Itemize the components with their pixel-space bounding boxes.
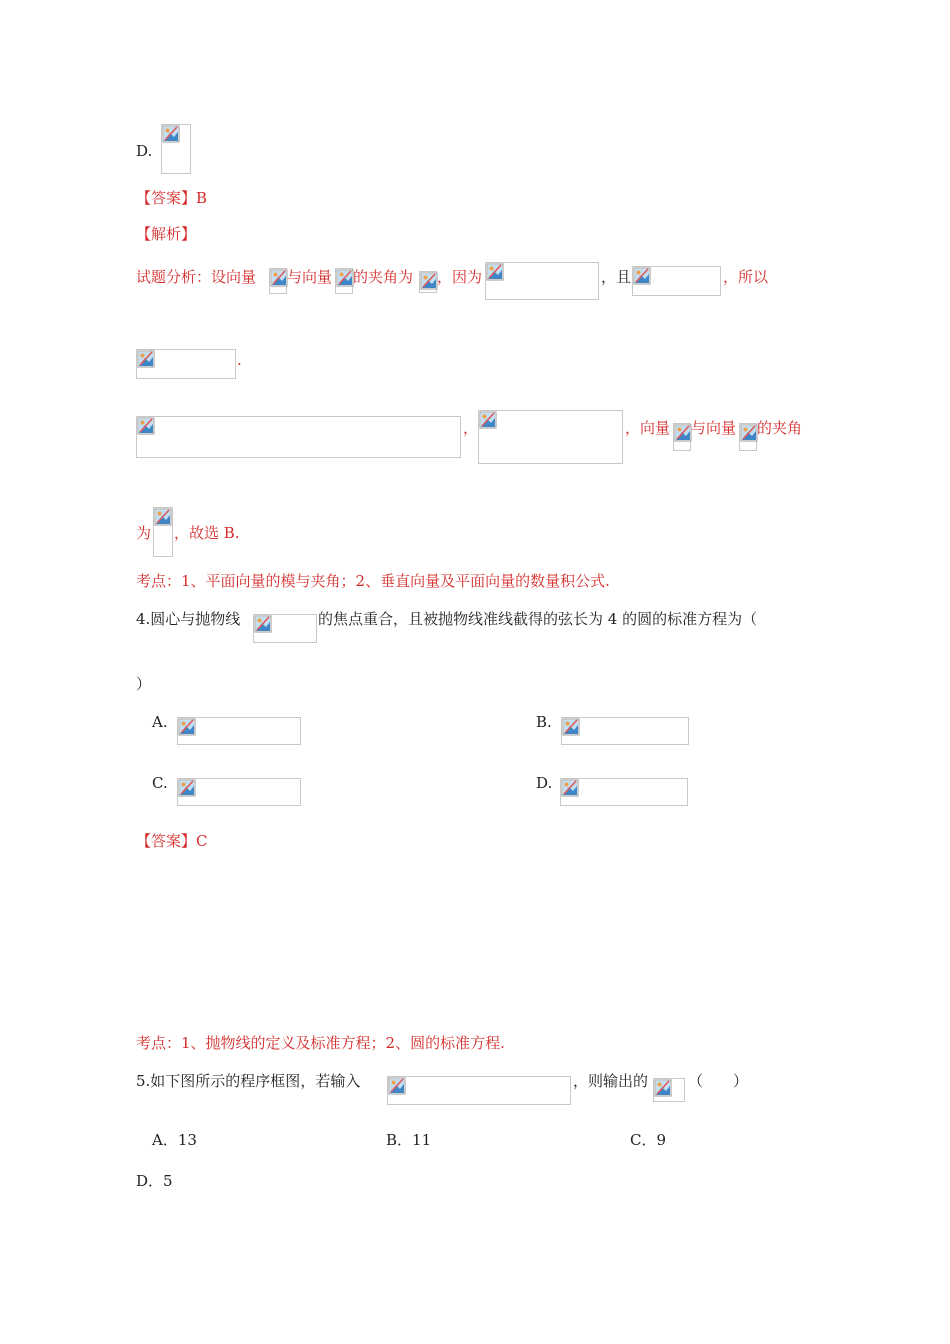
analysis-text: ，故选 B. — [174, 524, 240, 542]
analysis-text: . — [237, 351, 242, 369]
analysis-text: 的夹角 — [757, 419, 803, 437]
image-placeholder — [739, 423, 757, 451]
analysis-title: 【解析】 — [136, 225, 197, 243]
option-b-label: B. — [536, 713, 552, 731]
analysis-text: ，所以 — [723, 268, 769, 286]
broken-image-icon — [479, 411, 497, 429]
broken-image-icon — [137, 350, 155, 368]
broken-image-icon — [654, 1079, 672, 1097]
answer-label: 【答案】B — [136, 189, 208, 207]
image-placeholder — [419, 271, 437, 293]
image-placeholder — [387, 1076, 571, 1105]
option-c-label: C．9 — [630, 1131, 667, 1149]
broken-image-icon — [154, 508, 172, 526]
image-placeholder — [161, 124, 191, 174]
analysis-text: ，因为 — [437, 268, 483, 286]
analysis-text: 与向量 — [287, 268, 333, 286]
question-stem: （ ） — [688, 1072, 749, 1090]
option-c-label: C. — [152, 774, 168, 792]
broken-image-icon — [674, 424, 692, 442]
image-placeholder — [136, 349, 236, 379]
kaodian-text: 考点：1、平面向量的模与夹角；2、垂直向量及平面向量的数量积公式. — [136, 572, 610, 590]
broken-image-icon — [388, 1077, 406, 1095]
question-stem: 5.如下图所示的程序框图，若输入 — [136, 1072, 361, 1090]
option-d-label: D．5 — [136, 1172, 173, 1190]
analysis-text: 与向量 — [691, 419, 737, 437]
question-stem: ，则输出的 — [573, 1072, 649, 1090]
image-placeholder — [560, 778, 688, 806]
option-d-label: D. — [136, 142, 153, 160]
broken-image-icon — [562, 718, 580, 736]
image-placeholder — [136, 416, 461, 458]
broken-image-icon — [178, 779, 196, 797]
image-placeholder — [269, 268, 287, 294]
broken-image-icon — [336, 269, 354, 287]
analysis-text: 的夹角为 — [353, 268, 414, 286]
image-placeholder — [485, 262, 599, 300]
analysis-text: 试题分析：设向量 — [136, 268, 257, 286]
broken-image-icon — [740, 424, 758, 442]
option-a-label: A．13 — [152, 1131, 197, 1149]
image-placeholder — [478, 410, 623, 464]
question-stem: 4.圆心与抛物线 — [136, 610, 241, 628]
broken-image-icon — [178, 718, 196, 736]
image-placeholder — [561, 717, 689, 745]
image-placeholder — [253, 614, 317, 643]
question-stem: 的焦点重合，且被抛物线准线截得的弦长为 4 的圆的标准方程为（ — [318, 610, 758, 628]
image-placeholder — [177, 717, 301, 745]
option-a-label: A. — [152, 713, 168, 731]
analysis-text: ，向量 — [625, 419, 671, 437]
image-placeholder — [177, 778, 301, 806]
analysis-text: ， — [463, 419, 479, 437]
broken-image-icon — [561, 779, 579, 797]
answer-label: 【答案】C — [136, 832, 208, 850]
image-placeholder — [335, 268, 353, 294]
analysis-text: ，且 — [601, 268, 632, 286]
image-placeholder — [653, 1078, 685, 1102]
kaodian-text: 考点：1、抛物线的定义及标准方程；2、圆的标准方程. — [136, 1034, 505, 1052]
option-b-label: B．11 — [386, 1131, 432, 1149]
broken-image-icon — [633, 267, 651, 285]
image-placeholder — [632, 266, 721, 296]
broken-image-icon — [270, 269, 288, 287]
question-stem: ） — [136, 675, 152, 693]
option-d-label: D. — [536, 774, 553, 792]
analysis-text: 为 — [136, 524, 152, 542]
broken-image-icon — [162, 125, 180, 143]
image-placeholder — [153, 507, 173, 557]
broken-image-icon — [254, 615, 272, 633]
image-placeholder — [673, 423, 691, 451]
broken-image-icon — [137, 417, 155, 435]
broken-image-icon — [420, 272, 438, 290]
broken-image-icon — [486, 263, 504, 281]
